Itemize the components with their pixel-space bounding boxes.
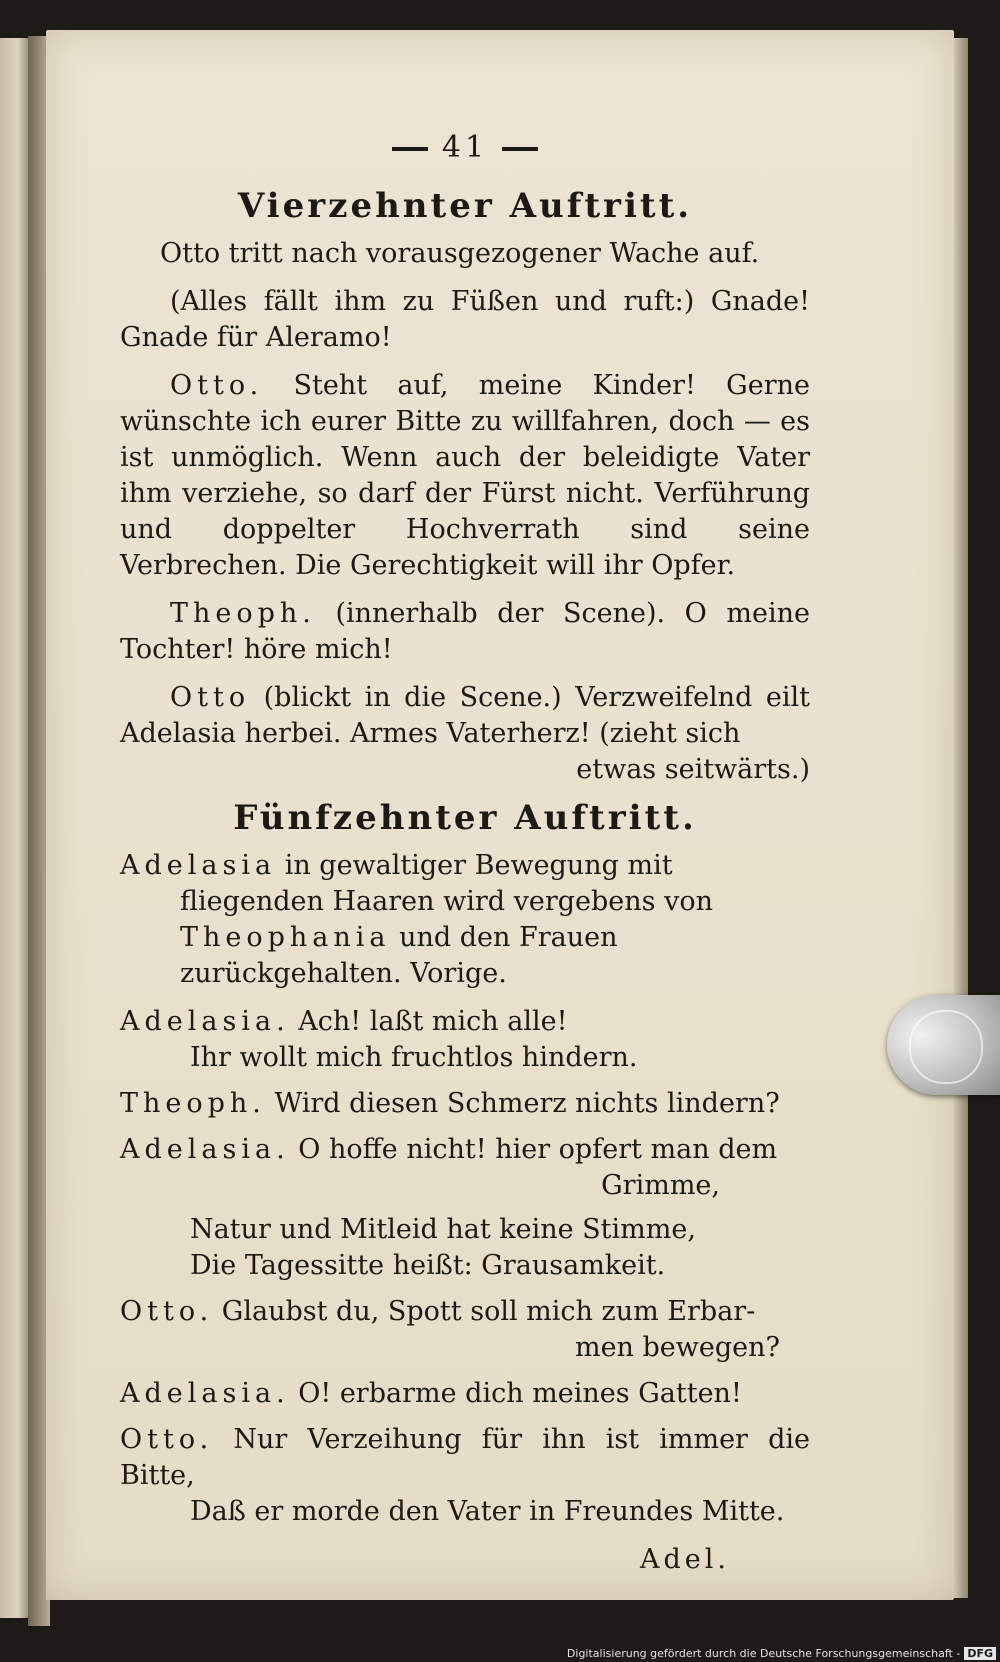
- speaker: Adelasia.: [120, 1006, 290, 1037]
- page-number: [120, 130, 810, 166]
- verse-line-2: Ihr wollt mich fruchtlos hindern.: [190, 1042, 638, 1073]
- scene14-heading: Vierzehnter Auftritt.: [237, 186, 693, 226]
- scene14-paragraph-2: [120, 368, 810, 584]
- scene14-paragraph-4-end: etwas seitwärts.): [576, 754, 810, 785]
- verse-line-8: [120, 1376, 810, 1412]
- digitization-footer: [567, 1647, 996, 1660]
- verse-line-10: Daß er morde den Vater in Freundes Mitte.: [190, 1496, 785, 1527]
- footer-text: Digitalisierung gefördert durch die Deutsche Forschungsgemeinschaft -: [566, 1647, 961, 1660]
- verse-line-6: Die Tagessitte heißt: Grausamkeit.: [190, 1250, 666, 1281]
- speaker: Otto.: [170, 370, 264, 401]
- speaker: Theoph.: [120, 1088, 266, 1119]
- page-clip: [887, 995, 1000, 1095]
- verse: Wird diesen Schmerz nichts lindern?: [274, 1088, 780, 1119]
- dash-right: [502, 147, 538, 151]
- scene14-stage-direction: Otto tritt nach vorausgezogener Wache auf.: [160, 238, 760, 269]
- verse-line-3: [120, 1086, 810, 1122]
- left-page-edge: [0, 38, 30, 1618]
- scene14-paragraph-4: [120, 680, 810, 752]
- scene14-paragraph-1: (Alles fällt ihm zu Füßen und ruft:) Gnade! Gnade für Aleramo!: [120, 286, 810, 353]
- verse: O! erbarme dich meines Gatten!: [298, 1378, 742, 1409]
- verse-line-7-end: men bewegen?: [574, 1332, 780, 1363]
- speaker: Otto.: [120, 1424, 214, 1455]
- speaker: Adelasia.: [120, 1378, 290, 1409]
- page-text: [120, 130, 810, 1578]
- verse: Glaubst du, Spott soll mich zum Erbar-: [221, 1296, 756, 1327]
- verse-line-1: [120, 1004, 810, 1040]
- verse: Ach! laßt mich alle!: [298, 1006, 568, 1037]
- speaker: Otto.: [120, 1296, 214, 1327]
- right-page-edge: [954, 38, 968, 1598]
- stage-name: Theophania: [180, 922, 391, 953]
- scene14-paragraph-3: [120, 596, 810, 668]
- speech: Steht auf, meine Kinder! Gerne wünschte ich eurer Bitte zu willfahren, doch — es ist unmöglich. Wenn auch der beleidigte Vater ihm verziehe, so darf der Fürst nicht. Verführung und doppelter Hochverrath sind seine Verbrechen. Die Gerechtigkeit will ihr Opfer.: [120, 370, 810, 581]
- clip-ring: [909, 1010, 983, 1084]
- speech: (innerhalb der Scene). O meine Tochter! höre mich!: [120, 598, 810, 665]
- scene15-stage-direction: [120, 848, 810, 992]
- speaker: Theoph.: [170, 598, 316, 629]
- page-number-value: 41: [441, 130, 489, 165]
- verse: O hoffe nicht! hier opfert man dem: [298, 1134, 778, 1165]
- verse-line-7: [120, 1294, 810, 1330]
- scene15-heading: Fünfzehnter Auftritt.: [233, 798, 697, 838]
- verse-line-5: Natur und Mitleid hat keine Stimme,: [190, 1214, 696, 1245]
- speech: (blickt in die Scene.) Verzweifelnd eilt Adelasia herbei. Armes Vaterherz! (zieht sich: [120, 682, 810, 749]
- verse-line-4: [120, 1132, 810, 1168]
- verse-line-9: [120, 1422, 810, 1494]
- dash-left: [392, 147, 428, 151]
- stage-text-end: und den Frauen zurückgehalten. Vorige.: [180, 922, 618, 989]
- speaker: Adelasia.: [120, 1134, 290, 1165]
- catchword: Adel.: [640, 1544, 730, 1575]
- stage-text: in gewaltiger Bewegung mit fliegenden Haaren wird vergebens von: [180, 850, 714, 917]
- speaker: Adelasia: [120, 850, 277, 881]
- dfg-logo: DFG: [964, 1647, 996, 1660]
- speaker: Otto: [170, 682, 251, 713]
- verse-line-4-end: Grimme,: [601, 1170, 720, 1201]
- verse: Nur Verzeihung für ihn ist immer die Bitte,: [120, 1424, 810, 1491]
